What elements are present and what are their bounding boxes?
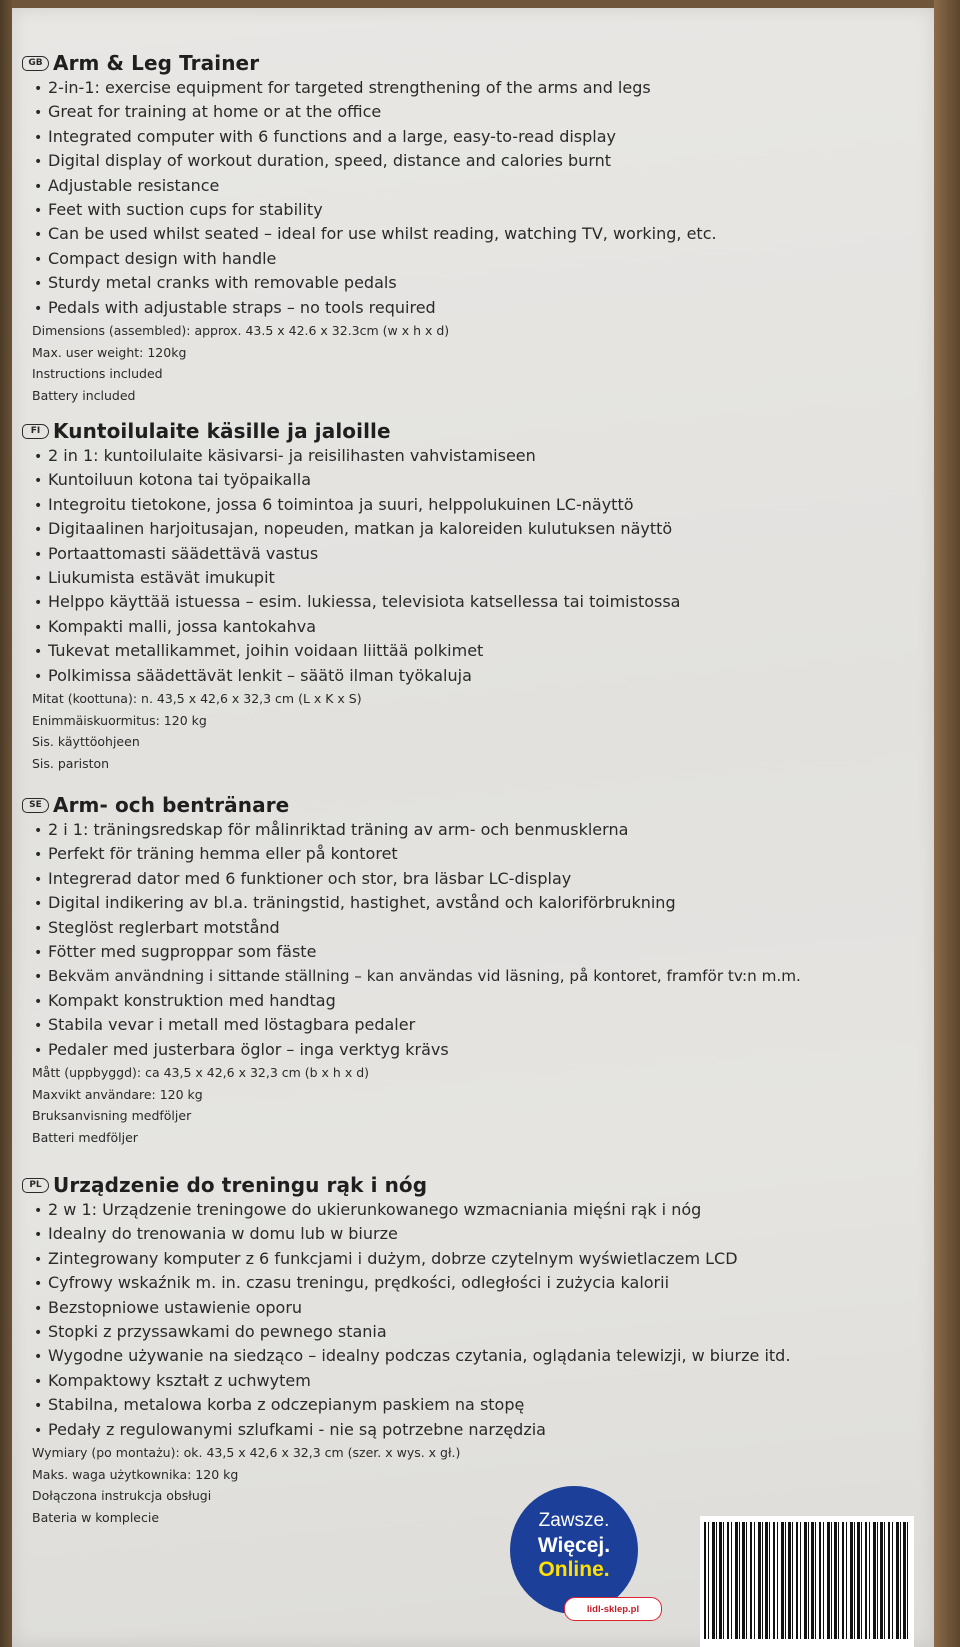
- list-item: • Perfekt för träning hemma eller på kontoret: [34, 844, 398, 864]
- spec-line: Mitat (koottuna): n. 43,5 x 42,6 x 32,3 cm (L x K x S): [32, 690, 362, 706]
- list-item: • Liukumista estävät imukupit: [34, 567, 275, 587]
- list-item: • Helppo käyttää istuessa – esim. lukiessa, televisiota katsellessa tai toimistossa: [34, 592, 681, 612]
- list-item: • Feet with suction cups for stability: [34, 199, 323, 219]
- spec-line: Battery included: [32, 387, 136, 403]
- spec-line: Sis. käyttöohjeen: [32, 734, 140, 750]
- spec-line: Maxvikt användare: 120 kg: [32, 1086, 203, 1102]
- list-item: • Wygodne używanie na siedząco – idealny podczas czytania, oglądania telewizji, w biurze itd.: [34, 1346, 791, 1366]
- language-badge: FI: [22, 424, 49, 439]
- list-item: • 2 i 1: träningsredskap för målinriktad träning av arm- och benmusklerna: [34, 820, 629, 839]
- list-item: • Zintegrowany komputer z 6 funkcjami i dużym, dobrze czytelnym wyświetlaczem LCD: [34, 1248, 738, 1268]
- list-item: • Kompakt konstruktion med handtag: [34, 990, 336, 1010]
- list-item: • Fötter med sugproppar som fäste: [34, 941, 317, 961]
- list-item: • Pedały z regulowanymi szlufkami - nie są potrzebne narzędzia: [34, 1419, 546, 1439]
- list-item: • Stabilna, metalowa korba z odczepianym paskiem na stopę: [34, 1395, 525, 1415]
- logo-line-1: Zawsze.: [538, 1510, 610, 1531]
- spec-line: Mått (uppbyggd): ca 43,5 x 42,6 x 32,3 cm (b x h x d): [32, 1064, 370, 1080]
- logo-line-3: Online.: [538, 1558, 610, 1581]
- section-pl: [22, 1172, 902, 1528]
- list-item: • Great for training at home or at the office: [34, 102, 382, 122]
- list-item: • Can be used whilst seated – ideal for use whilst reading, watching TV, working, etc.: [34, 224, 717, 244]
- barcode-icon: [704, 1522, 910, 1639]
- feature-list: [22, 818, 902, 1062]
- box-edge-right: [934, 0, 960, 1647]
- spec-line: Dołączona instrukcja obsługi: [32, 1488, 212, 1504]
- section-heading: [22, 50, 902, 76]
- list-item: • Cyfrowy wskaźnik m. in. czasu treningu, prędkości, odległości i zużycia kalorii: [34, 1273, 670, 1293]
- list-item: • Digital display of workout duration, speed, distance and calories burnt: [34, 151, 612, 171]
- section-title: Kuntoilulaite käsille ja jaloille: [53, 419, 391, 443]
- list-item: • Pedals with adjustable straps – no tools required: [34, 297, 436, 317]
- spec-line: Max. user weight: 120kg: [32, 344, 187, 360]
- spec-line: Instructions included: [32, 366, 163, 382]
- feature-list: [22, 1198, 902, 1442]
- list-item: • Stopki z przyssawkami do pewnego stania: [34, 1321, 387, 1341]
- list-item: • 2 w 1: Urządzenie treningowe do ukierunkowanego wzmacniania mięśni rąk i nóg: [34, 1200, 702, 1219]
- list-item: • Bekväm användning i sittande ställning – kan användas vid läsning, på kontoret, framför tv:n m.m.: [34, 967, 801, 986]
- list-item: • Digital indikering av bl.a. träningstid, hastighet, avstånd och kaloriförbrukning: [34, 893, 676, 913]
- box-edge-left: [0, 0, 12, 1647]
- list-item: • Integroitu tietokone, jossa 6 toimintoa ja suuri, helppolukuinen LC-näyttö: [34, 494, 634, 514]
- section-heading: [22, 792, 902, 818]
- list-item: • Portaattomasti säädettävä vastus: [34, 543, 319, 563]
- list-item: • Sturdy metal cranks with removable pedals: [34, 273, 397, 293]
- list-item: • Kompakti malli, jossa kantokahva: [34, 616, 316, 636]
- list-item: • Bezstopniowe ustawienie oporu: [34, 1297, 303, 1317]
- section-gb: [22, 50, 902, 406]
- list-item: • Adjustable resistance: [34, 175, 220, 195]
- language-badge: PL: [22, 1178, 49, 1193]
- list-item: • Digitaalinen harjoitusajan, nopeuden, matkan ja kaloreiden kulutuksen näyttö: [34, 519, 673, 539]
- section-title: Arm- och bentränare: [53, 793, 290, 817]
- shop-url-tag: lidl-sklep.pl: [564, 1597, 662, 1621]
- language-badge: GB: [22, 56, 49, 71]
- list-item: • Steglöst reglerbart motstånd: [34, 917, 280, 937]
- feature-list: [22, 76, 902, 320]
- spec-line: Bruksanvisning medföljer: [32, 1108, 192, 1124]
- spec-line: Sis. pariston: [32, 755, 110, 771]
- section-title: Urządzenie do treningu rąk i nóg: [53, 1173, 428, 1197]
- list-item: • 2 in 1: kuntoilulaite käsivarsi- ja reisilihasten vahvistamiseen: [34, 446, 536, 465]
- spec-line: Dimensions (assembled): approx. 43.5 x 42.6 x 32.3cm (w x h x d): [32, 322, 450, 338]
- spec-line: Batteri medföljer: [32, 1129, 138, 1145]
- list-item: • Compact design with handle: [34, 248, 277, 268]
- section-se: [22, 792, 902, 1148]
- list-item: • Kompaktowy kształt z uchwytem: [34, 1370, 311, 1390]
- logo-line-2: Więcej.: [537, 1534, 611, 1557]
- list-item: • Tukevat metallikammet, joihin voidaan liittää polkimet: [34, 641, 484, 661]
- list-item: • 2-in-1: exercise equipment for targeted strengthening of the arms and legs: [34, 78, 651, 97]
- spec-line: Maks. waga użytkownika: 120 kg: [32, 1466, 239, 1482]
- list-item: • Integrated computer with 6 functions and a large, easy-to-read display: [34, 126, 617, 146]
- spec-line: Bateria w komplecie: [32, 1509, 160, 1525]
- feature-list: [22, 444, 902, 688]
- list-item: • Kuntoiluun kotona tai työpaikalla: [34, 470, 312, 490]
- list-item: • Pedaler med justerbara öglor – inga verktyg krävs: [34, 1039, 449, 1059]
- lidl-online-logo: [510, 1486, 638, 1614]
- section-title: Arm & Leg Trainer: [53, 51, 260, 75]
- section-heading: [22, 418, 902, 444]
- section-heading: [22, 1172, 902, 1198]
- list-item: • Stabila vevar i metall med löstagbara pedaler: [34, 1015, 416, 1035]
- language-badge: SE: [22, 798, 49, 813]
- spec-line: Enimmäiskuormitus: 120 kg: [32, 712, 207, 728]
- list-item: • Idealny do trenowania w domu lub w biurze: [34, 1224, 398, 1244]
- spec-line: Wymiary (po montażu): ok. 43,5 x 42,6 x 32,3 cm (szer. x wys. x gł.): [32, 1444, 461, 1460]
- list-item: • Polkimissa säädettävät lenkit – säätö ilman työkaluja: [34, 665, 472, 685]
- section-fi: [22, 418, 902, 774]
- list-item: • Integrerad dator med 6 funktioner och stor, bra läsbar LC-display: [34, 868, 572, 888]
